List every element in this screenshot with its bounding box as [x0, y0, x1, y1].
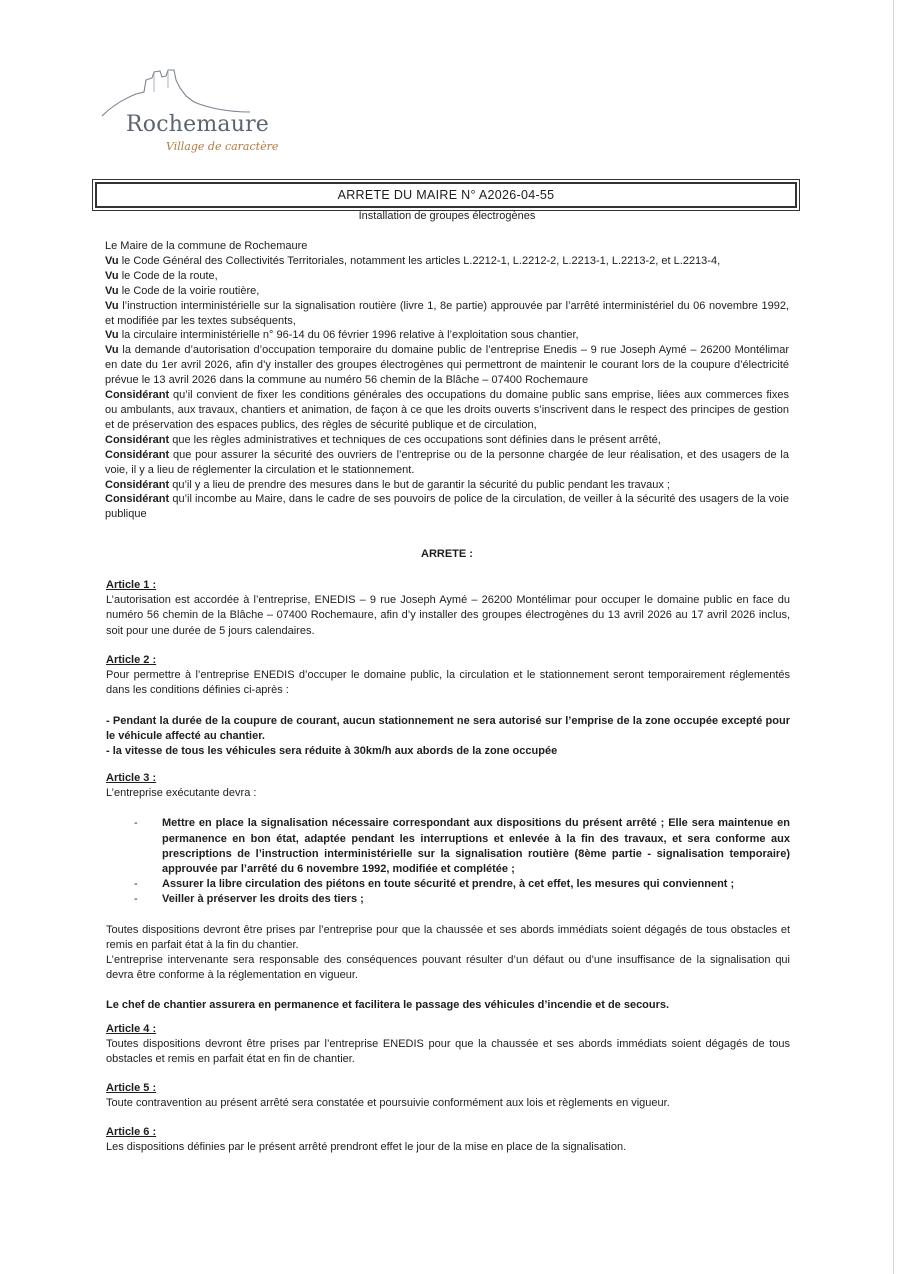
- article-6: [106, 1125, 790, 1155]
- article-4: [106, 1022, 790, 1068]
- decree-subtitle: Installation de groupes électrogènes: [358, 210, 536, 222]
- page-edge-line: [893, 0, 894, 1274]
- preamble-item: Vu le Code de la route,: [105, 269, 218, 282]
- article-3-heading: Article 3 :: [106, 772, 157, 784]
- preamble-item: Vu le Code Général des Collectivités Territoriales, notamment les articles L.2212-1, L.2212-2, L.2213-1, L.2213-2, et L.2213-4,: [105, 254, 721, 267]
- article-1: [106, 578, 790, 639]
- obligation-item: - Veiller à préserver les droits des tiers ;: [134, 893, 364, 906]
- decision-heading: ARRETE :: [421, 548, 473, 560]
- article-3-site-manager-note: Le chef de chantier assurera en permanence et facilitera le passage des véhicules d’incendie et de secours.: [106, 999, 670, 1012]
- preamble-item: Considérant qu’il y a lieu de prendre des mesures dans le but de garantir la sécurité du public pendant les travaux ;: [105, 478, 670, 491]
- logo-town-name: Rochemaure: [126, 112, 270, 137]
- preamble-item: Vu l’instruction interministérielle sur la signalisation routière (livre 1, 8e partie) approuvée par l’arrêté interministériel du 06 novembre 1992, et modifiée par les textes subséquents,: [105, 299, 789, 327]
- article-3-paragraph: Toutes dispositions devront être prises par l’entreprise pour que la chaussée et ses abords immédiats soient dégagés de tous obstacles et remis en parfait état à la fin du chantier.: [106, 923, 790, 951]
- article-3: [106, 771, 790, 1014]
- preamble-item: Vu le Code de la voirie routière,: [105, 284, 260, 297]
- article-5-text: Toute contravention au présent arrêté sera constatée et poursuivie conformément aux lois et règlements en vigueur.: [106, 1097, 670, 1110]
- preamble: [105, 239, 789, 522]
- preamble-item: Vu la demande d’autorisation d’occupation temporaire du domaine public de l’entreprise Enedis – 9 rue Joseph Aymé – 26200 Montélimar en date du 1er avril 2026, afin d’y installer des groupes électrogènes qui permettront de maintenir le courant lors de la coupure d’électricité prévue le 13 avril 2026 dans la commune au numéro 56 chemin de la Blâche – 07400 Rochemaure: [105, 344, 789, 387]
- article-4-text: Toutes dispositions devront être prises par l’entreprise ENEDIS pour que la chaussée et ses abords immédiats soient dégagés de tous obstacles et remis en parfait état en fin de chantier.: [106, 1038, 790, 1066]
- preamble-item: Considérant qu’il convient de fixer les conditions générales des occupations du domaine public sans emprise, liées aux commerces fixes ou ambulants, aux travaux, chantiers et animation, de façon à ce que les droits ouverts s’inscrivent dans le respect des principes de gestion et de préservation des espaces publics, des règles de sécurité publique et de circulation,: [105, 389, 789, 431]
- obligation-item: - Assurer la libre circulation des piétons en toute sécurité et prendre, à cet effet, les mesures qui conviennent ;: [134, 878, 735, 891]
- article-2-text: Pour permettre à l’entreprise ENEDIS d’occuper le domaine public, la circulation et le stationnement seront temporairement réglementés dans les conditions définies ci-après :: [106, 669, 790, 697]
- article-6-text: Les dispositions définies par le présent arrêté prendront effet le jour de la mise en place de la signalisation.: [106, 1141, 627, 1154]
- article-5-heading: Article 5 :: [106, 1082, 157, 1094]
- rochemaure-logo: [100, 68, 290, 160]
- decree-title: ARRETE DU MAIRE N° A2026-04-55: [95, 182, 797, 208]
- preamble-item: Considérant que pour assurer la sécurité des ouvriers de l’entreprise ou de la personne chargée de leur réalisation, et des usagers de la voie, il y a lieu de réglementer la circulation et le stationnement.: [105, 448, 789, 476]
- article-1-text: L’autorisation est accordée à l’entreprise, ENEDIS – 9 rue Joseph Aymé – 26200 Montélimar pour occuper le domaine public en face du numéro 56 chemin de la Blâche – 07400 Rochemaure, afin d’y installer des groupes électrogènes du 13 avril 2026 au 17 avril 2026 inclus, soit pour une durée de 5 jours calendaires.: [106, 594, 790, 637]
- article-1-heading: Article 1 :: [106, 579, 157, 591]
- logo-tagline: Village de caractère: [166, 140, 279, 153]
- article-2-heading: Article 2 :: [106, 654, 157, 666]
- article-2-speed-rule: - la vitesse de tous les véhicules sera réduite à 30km/h aux abords de la zone occupée: [106, 745, 558, 758]
- preamble-item: Vu la circulaire interministérielle n° 96-14 du 06 février 1996 relative à l’exploitation sous chantier,: [105, 329, 579, 342]
- article-4-heading: Article 4 :: [106, 1023, 157, 1035]
- preamble-intro: Le Maire de la commune de Rochemaure: [105, 240, 308, 252]
- preamble-item: Considérant qu’il incombe au Maire, dans le cadre de ses pouvoirs de police de la circulation, de veiller à la sécurité des usagers de la voie publique: [105, 493, 789, 521]
- obligation-item: - Mettre en place la signalisation nécessaire correspondant aux dispositions du présent arrêté ; Elle sera maintenue en permanence en bon état, adaptée pendant les interruptions et enlevée à la fin des travaux, et sera conforme aux prescriptions de l’instruction interministérielle sur la signalisation routière (8ème partie - signalisation temporaire) approuvée par l’arrêté du 6 novembre 1992, modifiée et complétée ;: [134, 817, 790, 876]
- article-2: [106, 653, 790, 759]
- preamble-item: Considérant que les règles administratives et techniques de ces occupations sont définies dans le présent arrêté,: [105, 433, 661, 446]
- article-3-paragraph: L’entreprise intervenante sera responsable des conséquences pouvant résulter d’un défaut ou d’une insuffisance de la signalisation qui devra être conforme à la réglementation en vigueur.: [106, 954, 790, 982]
- article-5: [106, 1081, 790, 1111]
- article-3-intro: L’entreprise exécutante devra :: [106, 787, 257, 800]
- article-6-heading: Article 6 :: [106, 1126, 157, 1138]
- article-2-parking-rule: - Pendant la durée de la coupure de courant, aucun stationnement ne sera autorisé sur l’emprise de la zone occupée excepté pour le véhicule affecté au chantier.: [106, 714, 790, 742]
